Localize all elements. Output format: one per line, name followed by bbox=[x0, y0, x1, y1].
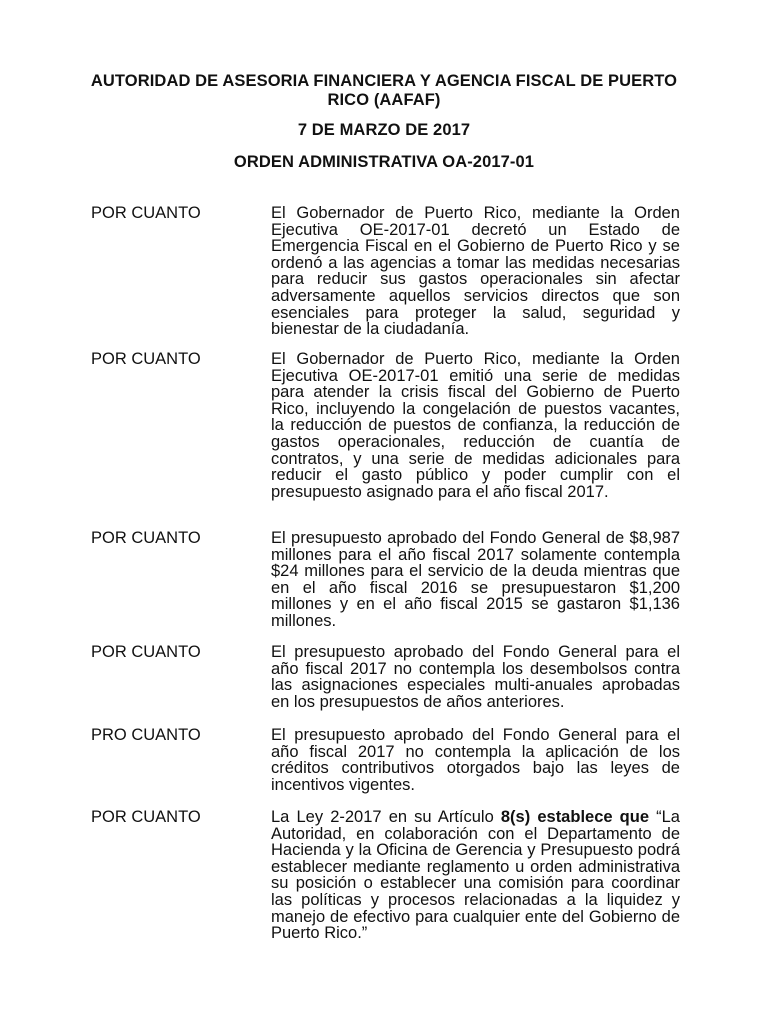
clause-label: POR CUANTO bbox=[91, 350, 201, 368]
clause-text: El Gobernador de Puerto Rico, mediante la Orden Ejecutiva OE-2017-01 emitió una serie de medidas para atender la crisis fiscal del Gobierno de Puerto Rico, incluyendo la congelación de puestos vacantes, la reducción de puestos de confianza, la reducción de gastos operacionales, reducción de cuantía de contratos, y una serie de medidas adicionales para reducir el gasto público y poder cumplir con el presupuesto asignado para el año fiscal 2017. bbox=[271, 350, 680, 501]
clause-label: POR CUANTO bbox=[91, 204, 201, 222]
clause-label: POR CUANTO bbox=[91, 643, 201, 661]
clause-text: El Gobernador de Puerto Rico, mediante la Orden Ejecutiva OE-2017-01 decretó un Estado de Emergencia Fiscal en el Gobierno de Puerto Rico y se ordenó a las agencias a tomar las medidas necesarias para reducir sus gastos operacionales sin afectar adversamente aquellos servicios directos que son esenciales para proteger la salud, seguridad y bienestar de la ciudadanía. bbox=[271, 204, 680, 339]
clause-text: El presupuesto aprobado del Fondo General de $8,987 millones para el año fiscal 2017 solamente contempla $24 millones para el servicio de la deuda mientras que en el año fiscal 2016 se presupuestaron $1,200 millones y en el año fiscal 2015 se gastaron $1,136 millones. bbox=[271, 529, 680, 630]
clause-label: PRO CUANTO bbox=[91, 726, 201, 744]
clause-text: El presupuesto aprobado del Fondo General para el año fiscal 2017 no contempla la aplicación de los créditos contributivos otorgados bajo las leyes de incentivos vigentes. bbox=[271, 726, 680, 794]
order-number: ORDEN ADMINISTRATIVA OA-2017-01 bbox=[233, 153, 535, 171]
clause-text: El presupuesto aprobado del Fondo General para el año fiscal 2017 no contempla los desembolsos contra las asignaciones especiales multi-anuales aprobadas en los presupuestos de años anteriores. bbox=[271, 643, 680, 711]
clause-text-bold: 8(s) establece que bbox=[500, 808, 650, 826]
clause-text bbox=[271, 809, 680, 942]
clause-text-post: “La Autoridad, en colaboración con el Departamento de Hacienda y la Oficina de Gerencia y Presupuesto podrá establecer mediante reglamento u orden administrativa su posición o establecer una comisión para coordinar las políticas y procesos relacionadas a la liquidez y manejo de efectivo para cualquier ente del Gobierno de Puerto Rico.” bbox=[271, 808, 680, 943]
authority-title: AUTORIDAD DE ASESORIA FINANCIERA Y AGENCIA FISCAL DE PUERTO RICO (AAFAF) bbox=[90, 72, 678, 109]
clause-label: POR CUANTO bbox=[91, 529, 201, 547]
document-date: 7 DE MARZO DE 2017 bbox=[297, 121, 471, 139]
clause-text-pre: La Ley 2-2017 en su Artículo bbox=[271, 808, 501, 826]
clause-label: POR CUANTO bbox=[91, 808, 201, 826]
